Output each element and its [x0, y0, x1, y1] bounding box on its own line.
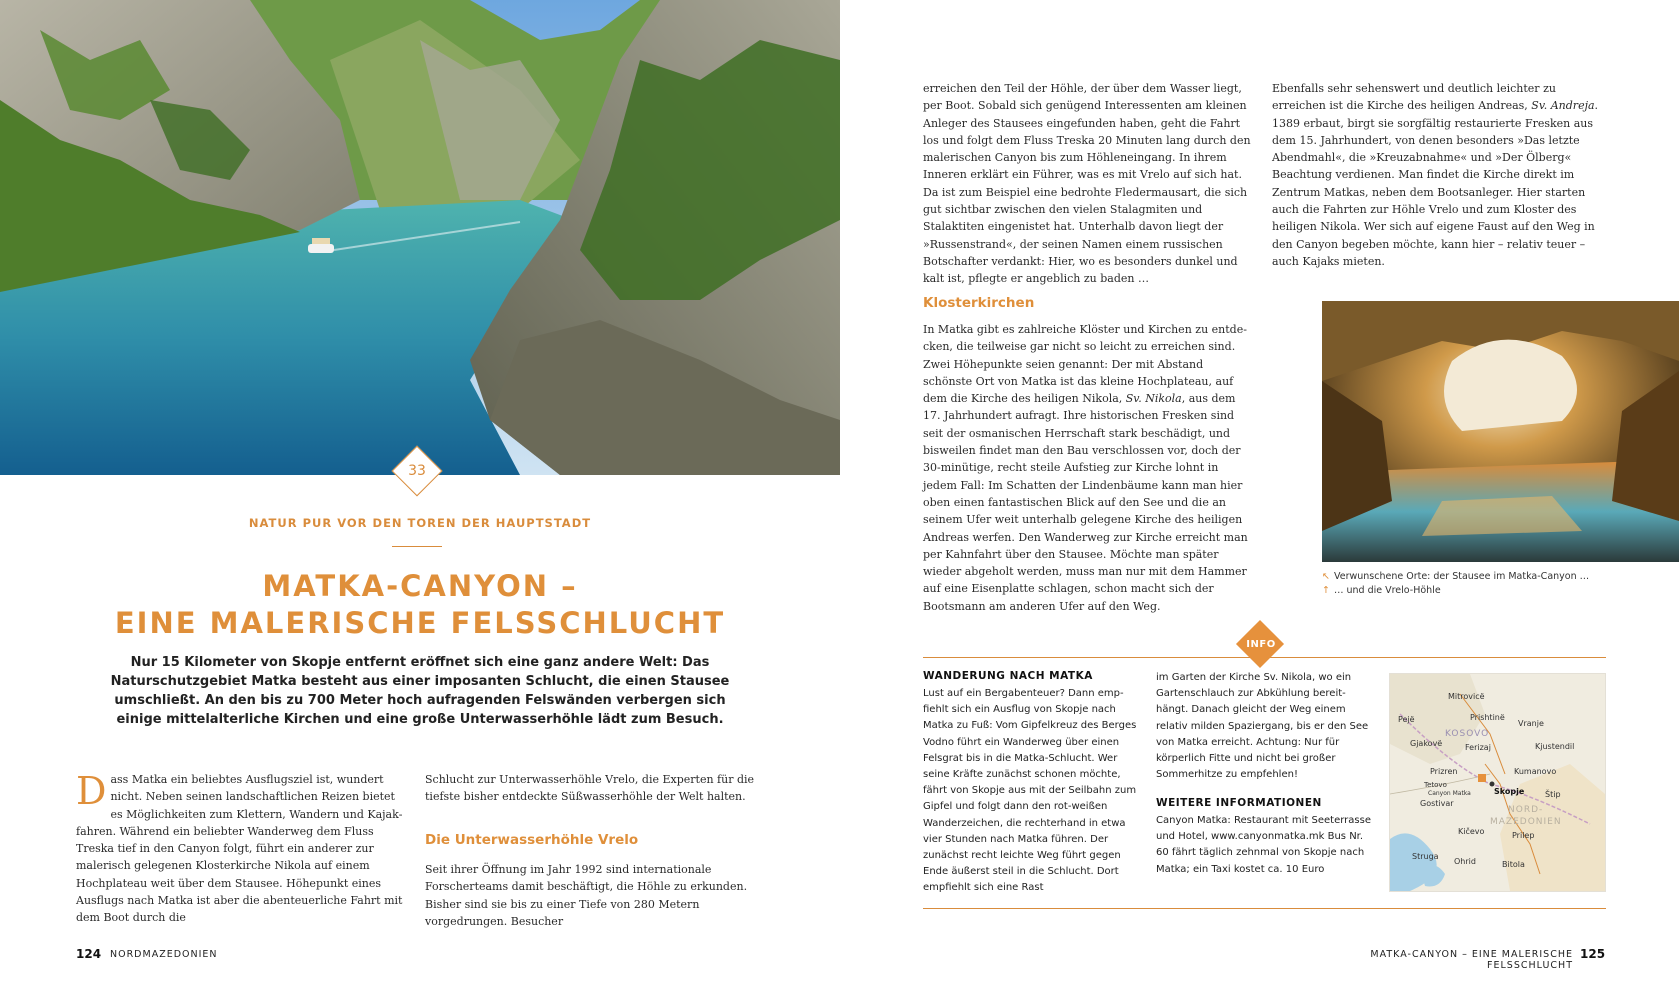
left-column-2-continued: Seit ihrer Öffnung im Jahr 1992 sind internationale Forscherteams damit beschäftigt, die Höhle zu erkunden. Bisher sind sie bis zu einer Tiefe von 280 Metern vorgedrungen. Besucher: [425, 863, 748, 928]
info-column-3: Canyon Matka: Restaurant mit Seeterrasse und Hotel, www.canyonmatka.mk Bus Nr. 60 fährt täglich zehnmal von Skopje nach Matka; ein Taxi kostet ca. 10 Euro: [1156, 815, 1371, 875]
running-head-left: NORDMAZEDONIEN: [110, 949, 218, 960]
map-label-bitola: Bitola: [1502, 860, 1525, 869]
chapter-number: 33: [408, 463, 426, 479]
info-box-bottom-rule: [923, 908, 1606, 909]
right-column-2-text-a: Ebenfalls sehr sehenswert und deutlich leichter zu erreichen ist die Kirche des heiligen Andreas,: [1272, 82, 1556, 113]
photo-caption: [1322, 570, 1677, 598]
map-label-gostivar: Gostivar: [1420, 799, 1454, 808]
left-column-1-text: ass Matka ein beliebtes Ausflugsziel ist, wundert nicht. Neben seinen landschaftlichen Reizen bietet es Möglichkeiten zum Klettern, Wandern und Kajakfahren. Während ein beliebter Wanderweg dem Fluss Treska tief in den Canyon folgt, führt ein anderer zur malerisch gelegenen Klosterkirche Nikola auf einem Hochplateau weit über dem Stausee. Höhepunkt eines Ausflugs nach Matka ist aber die abenteuerliche Fahrt mit dem Boot durch die: [76, 773, 403, 925]
left-column-1: [76, 771, 406, 927]
arrow-up-icon: ↑: [1322, 585, 1330, 596]
page-number-left: 124: [76, 947, 102, 961]
right-column-2: [1272, 80, 1602, 270]
map-label-mitrovice: Mitrovicë: [1448, 692, 1485, 701]
chapter-title-line2: EINE MALERISCHE FELSSCHLUCHT: [114, 606, 726, 640]
map-label-vranje: Vranje: [1518, 719, 1544, 728]
klosterkirchen-text-b: , aus dem 17. Jahrhundert aufragt. Ihre historischen Fresken sind seit der osmanischen Herrschaft stark beschädigt, und bisweilen findet man den Bau verschlossen vor, doch der 30-minütige, recht steile Aufstieg zur Kirche lohnt in jedem Fall: Im Schatten der Lindenbäume kann man hier oben einen fantastischen Blick auf den See und die an seinem Ufer weit unterhalb gelegene Kirche des heiligen Andreas werfen. Den Wanderweg zur Kirche erreicht man per Kahnfahrt über den Stausee. Möchte man später wieder abgeholt werden, muss man nur mit dem Hammer auf eine Eisenplatte schlagen, schon macht sich der Bootsmann am anderen Ufer auf den Weg.: [923, 392, 1248, 613]
klosterkirchen-text-a: In Matka gibt es zahlreiche Klöster und Kirchen zu entdecken, die teilweise gar nicht so leicht zu erreichen sind. Zwei Höhepunkte seien genannt: Der mit Abstand schönste Ort von Matka ist das kleine Hochplateau, auf dem die Kirche des heiligen Nikola,: [923, 323, 1247, 406]
info-badge: [1236, 620, 1286, 670]
caption-line-2: [1322, 584, 1677, 598]
right-column-1: erreichen den Teil der Höhle, der über dem Wasser liegt, per Boot. Sobald sich genügend Interessenten am kleinen Anleger des Stausees eingefunden haben, geht die Fahrt los und folgt dem Fluss Treska 20 Minuten lang durch den malerischen Canyon bis zum Höhleneingang. In ihrem Inneren erklärt ein Führer, was es mit Vrelo auf sich hat. Da ist zum Beispiel eine bedrohte Fledermausart, die sich gut sichtbar zwischen den vielen Stalagmiten und Stalaktiten eingenistet hat. Unterhalb davon liegt der »Russenstrand«, der seinen Namen einem russischen Botschafter verdankt: Hier, wo es besonders dunkel und kalt ist, pflegte er angeblich zu baden …: [923, 82, 1251, 286]
map-label-mazedonien: MAZEDONIEN: [1490, 817, 1562, 827]
left-column-2: Schlucht zur Unterwasserhöhle Vrelo, die Experten für die tiefste bisher entdeckte Süßwasserhöhle der Welt halten.: [425, 773, 755, 804]
map-label-kicevo: Kičevo: [1458, 827, 1485, 836]
chapter-title-line1: MATKA-CANYON –: [262, 569, 578, 603]
page-number-right: 125: [1580, 947, 1606, 961]
map-label-canyon-matka: Canyon Matka: [1428, 790, 1471, 797]
church-name-andreja: Sv. Andreja: [1531, 99, 1595, 113]
canyon-photo: [0, 0, 840, 475]
map-label-peje: Pejë: [1398, 715, 1415, 724]
region-map: [1389, 673, 1606, 892]
info-heading-wanderung: WANDERUNG NACH MATKA: [923, 670, 1093, 682]
right-column-2-text-b: . 1389 erbaut, birgt sie sorgfältig restaurierte Fresken aus dem 15. Jahrhundert, von denen besonders »Das letzte Abendmahl«, die »Kreuzabnahme« und »Der Ölberg« Beachtung verdienen. Man findet die Kirche direkt im Zentrum Matkas, neben dem Bootsanleger. Hier starten auch die Fahrten zur Höhle Vrelo und zum Kloster des heiligen Nikola. Wer sich auf eigene Faust auf den Weg in den Canyon begeben möchte, kann hier – relativ teuer – auch Kajaks mieten.: [1272, 99, 1599, 268]
map-label-ohrid: Ohrid: [1454, 857, 1476, 866]
map-graphic: [1390, 674, 1605, 891]
right-column-1-continued: [923, 321, 1253, 615]
map-label-prizren: Prizren: [1430, 767, 1458, 776]
map-label-tetovo: Tetovo: [1424, 781, 1447, 789]
canyon-landscape-image: [0, 0, 840, 475]
lead-paragraph: Nur 15 Kilometer von Skopje entfernt eröffnet sich eine ganz andere Welt: Das Naturschutzgebiet Matka besteht aus einer imposanten Schlucht, die einen Stausee umschließt. An den bis zu 700 Meter hoch aufragenden Felswänden verbergen sich einige mittelalterliche Kirchen und eine große Unterwasserhöhle lädt zum Besuch.: [110, 655, 730, 727]
kicker-divider: [392, 546, 442, 547]
church-name-nikola: Sv. Nikola: [1125, 392, 1182, 406]
caption-line-1: [1322, 570, 1677, 584]
map-label-struga: Struga: [1412, 852, 1439, 861]
info-column-2: im Garten der Kirche Sv. Nikola, wo ein Gartenschlauch zur Abkühlung bereithängt. Danach gleicht der Weg einem relativ milden Spaziergang, bis er den See von Matka erreicht. Achtung: Nur für körperlich Fitte und nicht bei großer Sommerhitze zu empfehlen!: [1156, 672, 1369, 781]
info-heading-weitere: WEITERE INFORMATIONEN: [1156, 797, 1322, 809]
map-label-kosovo: KOSOVO: [1445, 729, 1490, 739]
map-label-gjakove: Gjakovë: [1410, 739, 1443, 748]
info-badge-label: INFO: [1246, 639, 1276, 650]
running-head-right: MATKA-CANYON – EINE MALERISCHE FELSSCHLUCHT: [1370, 949, 1573, 971]
map-label-prilep: Prilep: [1512, 831, 1535, 840]
arrow-up-left-icon: ↖: [1322, 571, 1330, 582]
map-label-nord: NORD-: [1508, 805, 1544, 815]
map-label-stip: Štip: [1545, 790, 1561, 799]
subhead-klosterkirchen: Klosterkirchen: [923, 295, 1035, 311]
chapter-number-badge: [393, 447, 441, 495]
subhead-vrelo: Die Unterwasserhöhle Vrelo: [425, 832, 639, 848]
drop-cap: D: [76, 769, 107, 813]
map-label-kjustendil: Kjustendil: [1535, 742, 1575, 751]
vrelo-cave-photo: [1322, 301, 1679, 562]
map-label-ferizaj: Ferizaj: [1465, 743, 1491, 752]
caption-text-2: … und die Vrelo-Höhle: [1333, 585, 1441, 596]
caption-text-1: Verwunschene Orte: der Stausee im Matka-Canyon …: [1333, 571, 1590, 582]
map-label-skopje: Skopje: [1494, 787, 1525, 796]
info-column-1: Lust auf ein Bergabenteuer? Dann empfiehlt sich ein Ausflug von Skopje nach Matka zu Fuß: Vom Gipfelkreuz des Berges Vodno führt ein Wanderweg über einen Felsgrat bis in die Matka-Schlucht. Wer seine Kräfte zunächst schonen möchte, fährt von Skopje aus mit der Seilbahn zum Gipfel und folgt dann den rot-weißen Wanderzeichen, die rechterhand in etwa vier Stunden nach Matka führen. Der zunächst recht leichte Weg führt gegen Ende äußerst steil in die Schlucht. Dort empfiehlt sich eine Rast: [923, 688, 1137, 894]
map-label-kumanovo: Kumanovo: [1514, 767, 1557, 776]
map-label-prishtine: Prishtinë: [1470, 713, 1505, 722]
chapter-kicker: NATUR PUR VOR DEN TOREN DER HAUPTSTADT: [248, 516, 592, 530]
cave-image: [1322, 301, 1679, 562]
